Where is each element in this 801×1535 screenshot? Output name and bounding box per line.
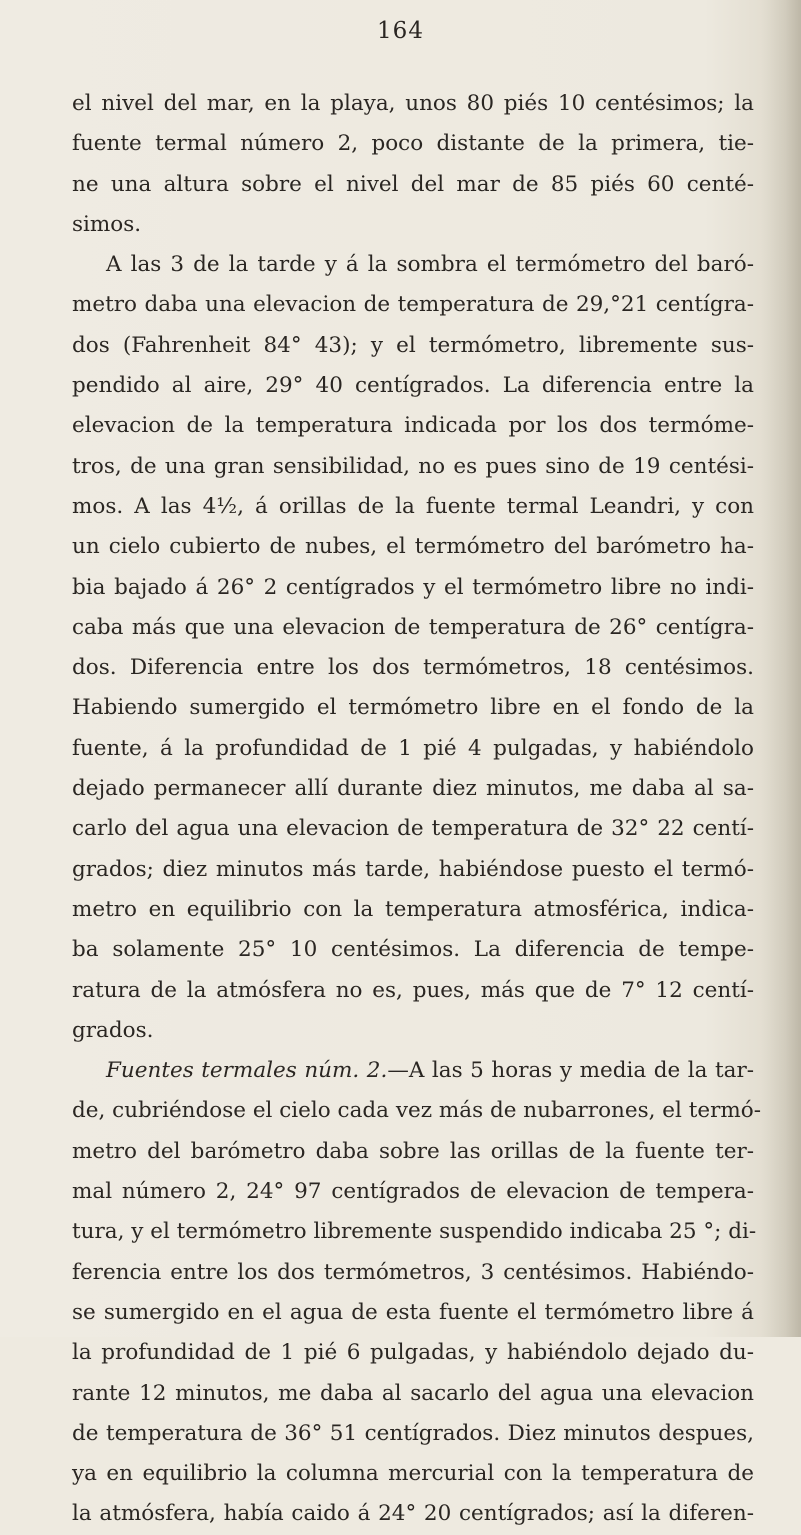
body-text <box>72 84 761 1535</box>
text-line: mal número 2, 24° 97 centígrados de elevacion de tempera- <box>72 1179 754 1205</box>
text-line: bia bajado á 26° 2 centígrados y el termómetro libre no indi- <box>72 574 754 600</box>
text-line: carlo del agua una elevacion de temperatura de 32° 22 centí- <box>72 816 754 842</box>
text-line: de temperatura de 36° 51 centígrados. Diez minutos despues, <box>72 1420 754 1446</box>
text-line: ya en equilibrio la columna mercurial con la temperatura de <box>72 1461 754 1487</box>
section-heading-line <box>72 1051 754 1091</box>
text-line: dos. Diferencia entre los dos termómetros, 18 centésimos. <box>72 655 754 681</box>
text-line: dos (Fahrenheit 84° 43); y el termómetro, libremente sus- <box>72 332 754 358</box>
section-heading: Fuentes termales núm. 2. <box>106 1058 388 1084</box>
text-line: simos. <box>72 211 142 237</box>
text-line: ferencia entre los dos termómetros, 3 centésimos. Habiéndo- <box>72 1259 754 1285</box>
text-line: el nivel del mar, en la playa, unos 80 piés 10 centésimos; la <box>72 91 754 116</box>
text-line: un cielo cubierto de nubes, el termómetro del barómetro ha- <box>72 534 754 560</box>
text-line: grados. <box>72 1017 154 1043</box>
text-line: tros, de una gran sensibilidad, no es pues sino de 19 centési- <box>72 453 754 479</box>
section-heading-rest: —A las 5 horas y media de la tar- <box>387 1058 754 1084</box>
text-line: la atmósfera, había caido á 24° 20 centígrados; así la diferen- <box>72 1501 754 1527</box>
text-line: la profundidad de 1 pié 6 pulgadas, y habiéndolo dejado du- <box>72 1340 754 1366</box>
text-line: metro del barómetro daba sobre las orillas de la fuente ter- <box>72 1138 754 1164</box>
text-line: metro daba una elevacion de temperatura de 29,°21 centígra- <box>72 292 754 318</box>
text-line: fuente, á la profundidad de 1 pié 4 pulgadas, y habiéndolo <box>72 735 754 761</box>
text-line: rante 12 minutos, me daba al sacarlo del agua una elevacion <box>72 1380 754 1406</box>
text-line: ratura de la atmósfera no es, pues, más que de 7° 12 centí- <box>72 977 754 1003</box>
text-line: grados; diez minutos más tarde, habiéndose puesto el termó- <box>72 856 754 882</box>
text-line: metro en equilibrio con la temperatura atmosférica, indica- <box>72 896 754 922</box>
text-line: mos. A las 4½, á orillas de la fuente termal Leandri, y con <box>72 493 754 519</box>
text-line: tura, y el termómetro libremente suspendido indicaba 25 °; di- <box>72 1219 757 1245</box>
text-line: ba solamente 25° 10 centésimos. La diferencia de tempe- <box>72 937 754 963</box>
text-line: de, cubriéndose el cielo cada vez más de nubarrones, el termó- <box>72 1098 761 1124</box>
text-line: Habiendo sumergido el termómetro libre en el fondo de la <box>72 695 754 721</box>
text-line: se sumergido en el agua de esta fuente el termómetro libre á <box>72 1299 754 1325</box>
text-line: dejado permanecer allí durante diez minutos, me daba al sa- <box>72 776 754 802</box>
text-line: elevacion de la temperatura indicada por los dos termóme- <box>72 413 754 439</box>
text-line: fuente termal número 2, poco distante de la primera, tie- <box>72 131 754 157</box>
paragraph-start-line: A las 3 de la tarde y á la sombra el termómetro del baró- <box>106 252 754 278</box>
text-line: caba más que una elevacion de temperatura de 26° centígra- <box>72 614 754 640</box>
page-edge-shadow <box>761 0 801 1337</box>
text-line: ne una altura sobre el nivel del mar de 85 piés 60 centé- <box>72 171 754 197</box>
text-line: pendido al aire, 29° 40 centígrados. La diferencia entre la <box>72 373 754 399</box>
page-number: 164 <box>377 18 424 44</box>
